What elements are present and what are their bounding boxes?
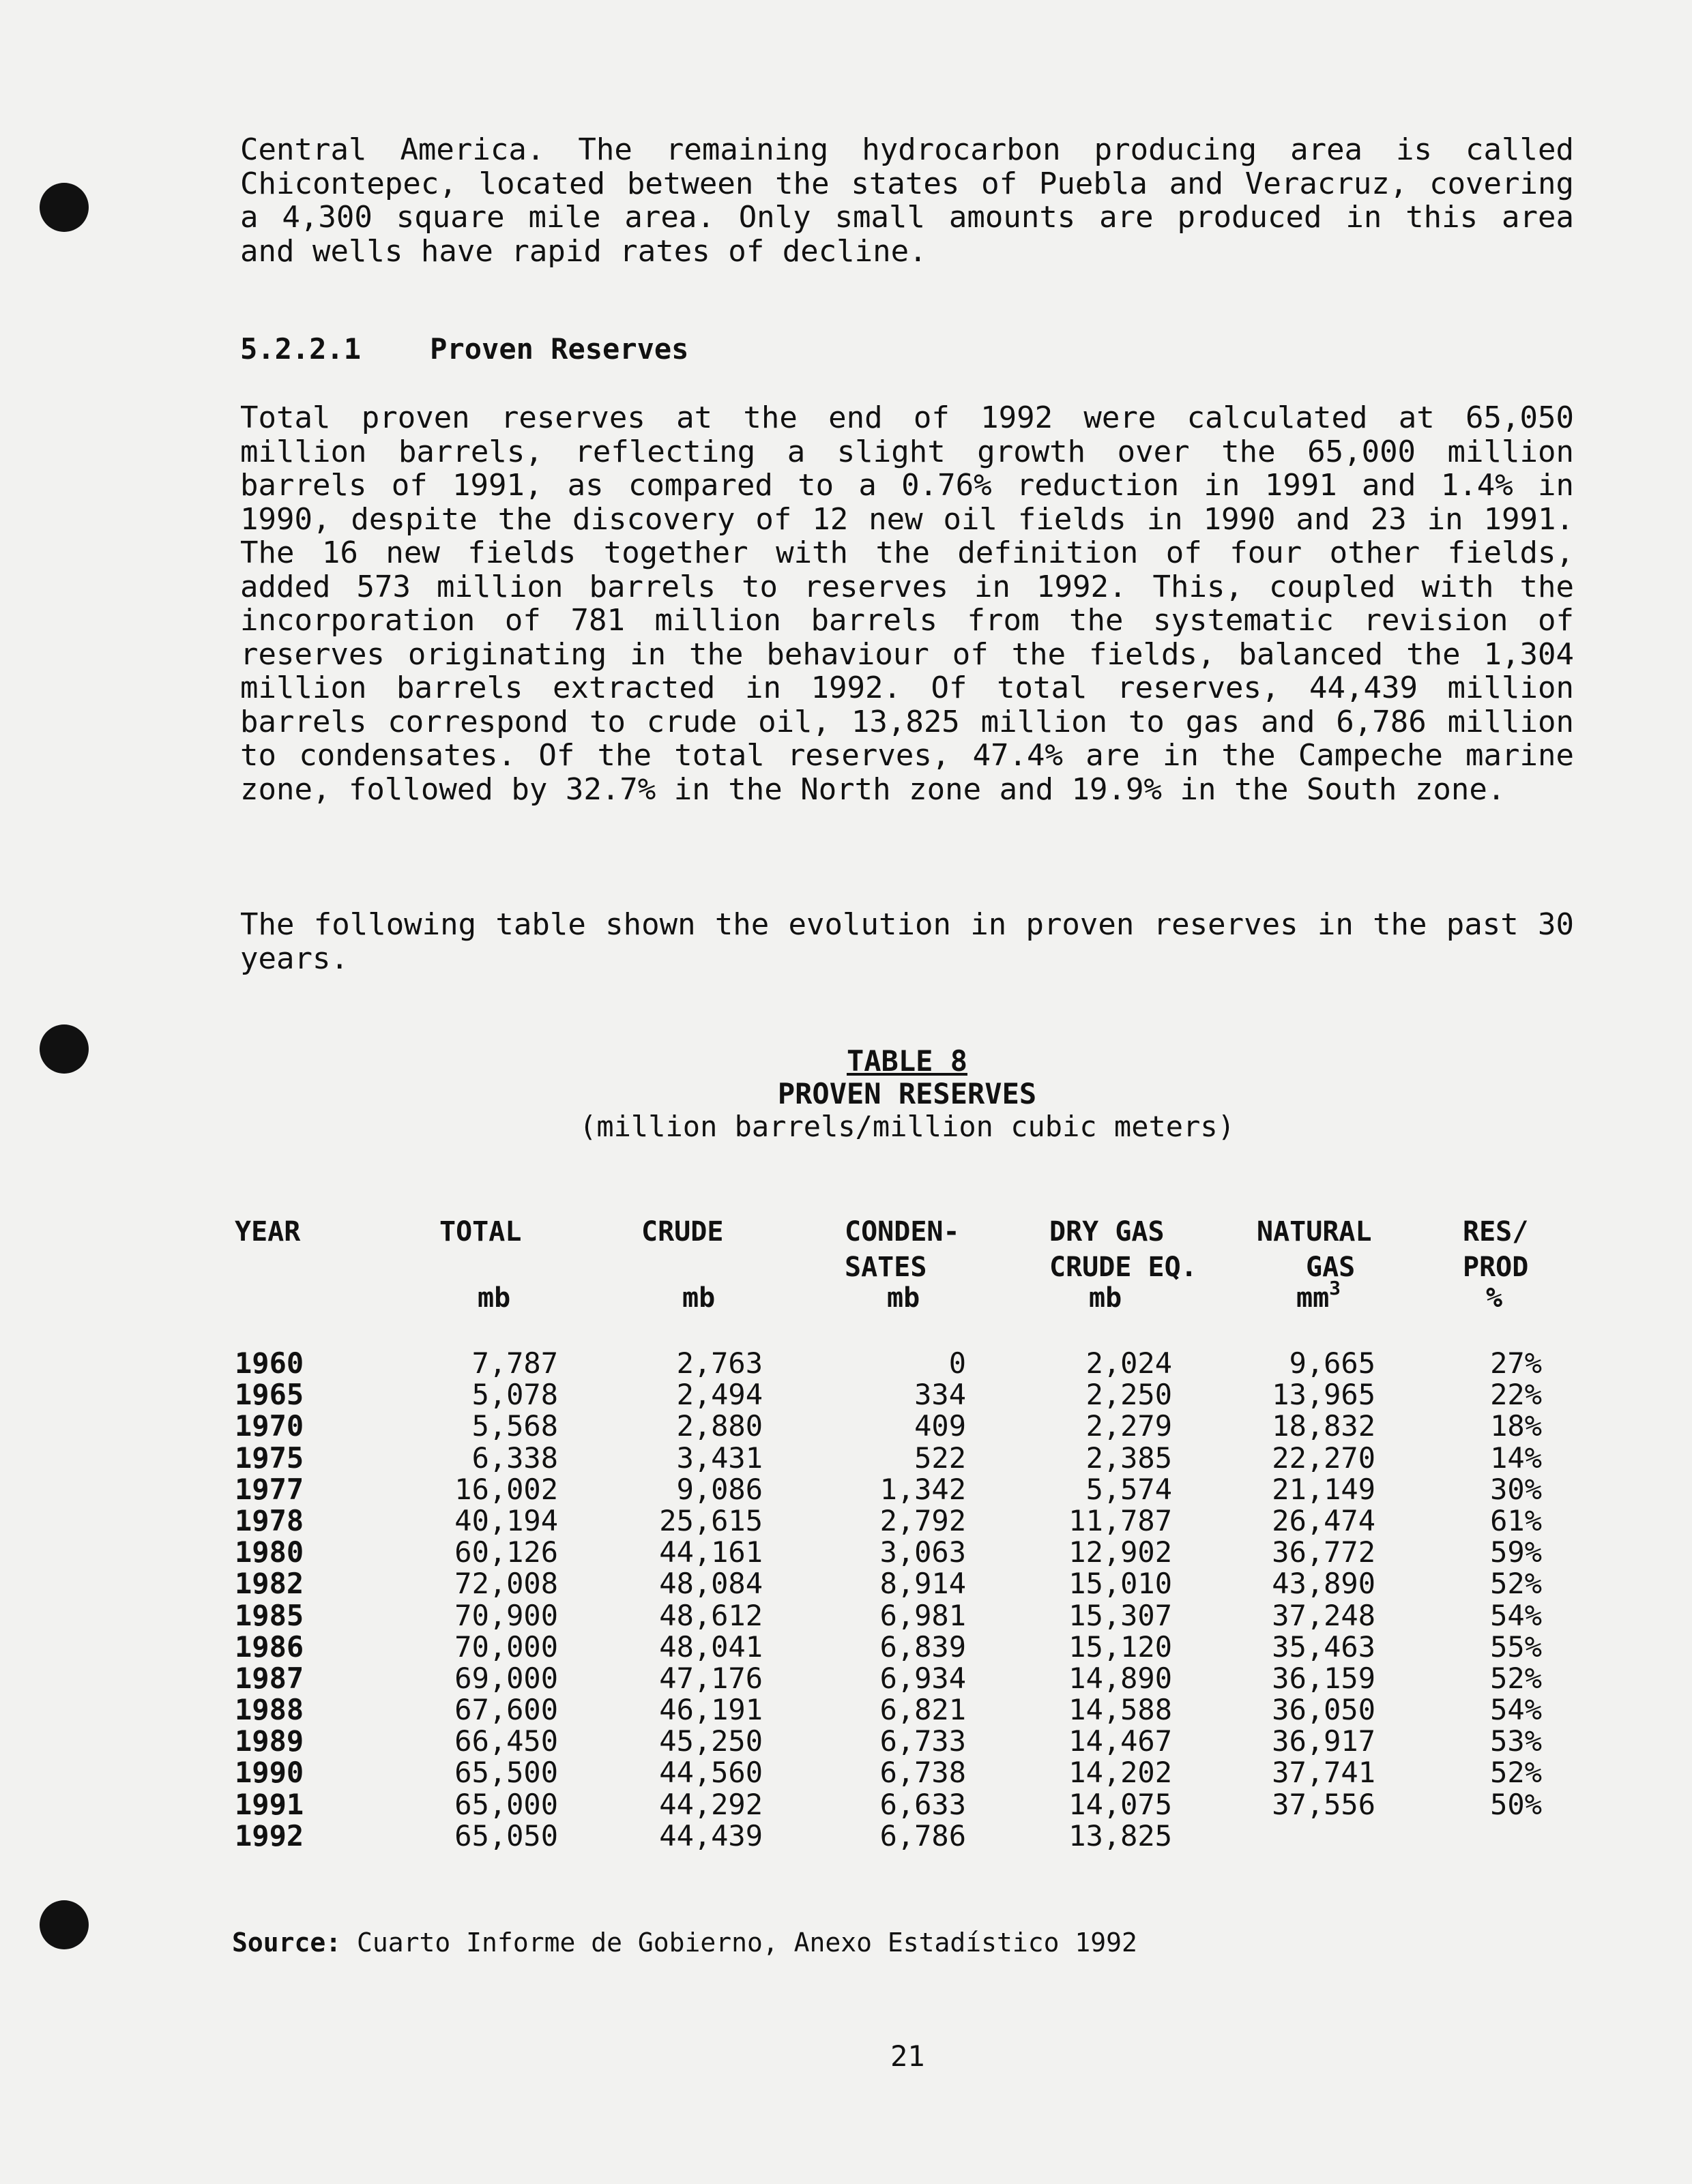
cell-year: 1988	[235, 1693, 304, 1727]
cell-dry-gas: 12,902	[1068, 1535, 1172, 1569]
cell-crude: 45,250	[659, 1724, 763, 1758]
source-note: Source: Cuarto Informe de Gobierno, Anexo Estadístico 1992	[232, 1928, 1137, 1958]
cell-condensates: 6,738	[879, 1756, 966, 1790]
cell-year: 1992	[235, 1818, 304, 1853]
cell-year: 1960	[235, 1346, 304, 1380]
cell-res-prod: 18%	[1490, 1409, 1542, 1443]
column-header-condensates: CONDEN- SATES	[845, 1216, 960, 1283]
cell-year: 1991	[235, 1787, 304, 1821]
cell-dry-gas: 14,588	[1068, 1693, 1172, 1727]
table-row	[235, 1535, 1542, 1569]
binder-hole-middle	[40, 1024, 89, 1074]
table-row	[235, 1598, 1542, 1632]
cell-dry-gas: 5,574	[1085, 1472, 1172, 1506]
cell-natural-gas: 26,474	[1272, 1503, 1375, 1537]
cell-dry-gas: 15,120	[1068, 1629, 1172, 1664]
cell-condensates: 6,839	[879, 1629, 966, 1664]
cell-res-prod: 50%	[1490, 1787, 1542, 1821]
cell-year: 1987	[235, 1661, 304, 1695]
unit-natural-gas: $mm^3$	[1296, 1277, 1341, 1314]
table-row	[235, 1787, 1542, 1821]
cell-total: 72,008	[454, 1567, 558, 1601]
column-header-natural-gas: NATURAL GAS	[1257, 1216, 1372, 1283]
table-row	[235, 1756, 1542, 1790]
cell-natural-gas: 37,741	[1272, 1756, 1375, 1790]
cell-condensates: 409	[914, 1409, 966, 1443]
cell-condensates: 3,063	[879, 1535, 966, 1569]
binder-hole-top	[40, 183, 89, 232]
cell-condensates: 6,934	[879, 1661, 966, 1695]
cell-dry-gas: 15,010	[1068, 1567, 1172, 1601]
table-row	[235, 1820, 1531, 1852]
cell-year: 1990	[235, 1756, 304, 1790]
table-row	[235, 1472, 1542, 1506]
cell-total: 70,000	[454, 1629, 558, 1664]
following-paragraph: The following table shown the evolution in proven reserves in the past 30 years.	[240, 907, 1574, 976]
cell-crude: 44,161	[659, 1535, 763, 1569]
cell-year: 1970	[235, 1409, 304, 1443]
cell-crude: 3,431	[676, 1441, 763, 1475]
cell-total: 65,050	[454, 1818, 558, 1853]
intro-paragraph: Central America. The remaining hydrocarbon producing area is called Chicontepec, located between the states of Puebla and Veracruz, covering a 4,300 square mile area. Only small amounts are produced in this area and wells have rapid rates of decline.	[240, 132, 1574, 269]
cell-crude: 48,041	[659, 1629, 763, 1664]
reserves-paragraph: Total proven reserves at the end of 1992 were calculated at 65,050 million barrels, reflecting a slight growth over the 65,000 million barrels of 1991, as compared to a 0.76% reduction in 1991 and 1.4% in 1990, despite the discovery of 12 new oil fields in 1990 and 23 in 1991. The 16 new fields together with the definition of four other fields, added 573 million barrels to reserves in 1992. This, coupled with the incorporation of 781 million barrels from the systematic revision of reserves originating in the behaviour of the fields, balanced the 1,304 million barrels extracted in 1992. Of total reserves, 44,439 million barrels correspond to crude oil, 13,825 million to gas and 6,786 million to condensates. Of the total reserves, 47.4% are in the Campeche marine zone, followed by 32.7% in the North zone and 19.9% in the South zone.	[240, 400, 1574, 807]
column-header-dry-gas: DRY GAS CRUDE EQ.	[1049, 1216, 1197, 1283]
cell-total: 16,002	[454, 1472, 558, 1506]
cell-dry-gas: 14,890	[1068, 1661, 1172, 1695]
cell-res-prod: 52%	[1490, 1756, 1542, 1790]
cell-year: 1980	[235, 1535, 304, 1569]
unit-res-prod: %	[1486, 1282, 1503, 1314]
cell-total: 65,000	[454, 1787, 558, 1821]
cell-condensates: 6,733	[879, 1724, 966, 1758]
cell-condensates: 6,633	[879, 1787, 966, 1821]
section-number: 5.2.2.1	[240, 332, 362, 366]
cell-natural-gas: 36,159	[1272, 1661, 1375, 1695]
cell-res-prod: 27%	[1490, 1346, 1542, 1380]
table-row	[235, 1441, 1542, 1475]
cell-crude: 2,763	[676, 1346, 763, 1380]
cell-condensates: 6,786	[879, 1818, 966, 1853]
cell-year: 1965	[235, 1378, 304, 1412]
table-row	[235, 1661, 1542, 1695]
cell-condensates: 0	[948, 1346, 966, 1380]
cell-condensates: 8,914	[879, 1567, 966, 1601]
table-subtitle: (million barrels/million cubic meters)	[579, 1110, 1235, 1143]
cell-natural-gas: 22,270	[1272, 1441, 1375, 1475]
cell-year: 1977	[235, 1472, 304, 1506]
cell-dry-gas: 2,279	[1085, 1409, 1172, 1443]
table-row	[235, 1693, 1542, 1727]
table-label: TABLE 8	[846, 1044, 967, 1078]
cell-dry-gas: 11,787	[1068, 1503, 1172, 1537]
cell-crude: 44,560	[659, 1756, 763, 1790]
cell-total: 6,338	[471, 1441, 558, 1475]
cell-crude: 9,086	[676, 1472, 763, 1506]
cell-total: 66,450	[454, 1724, 558, 1758]
cell-res-prod: 14%	[1490, 1441, 1542, 1475]
cell-dry-gas: 13,825	[1068, 1818, 1172, 1853]
cell-natural-gas: 13,965	[1272, 1378, 1375, 1412]
cell-res-prod: 30%	[1490, 1472, 1542, 1506]
binder-hole-bottom	[40, 1900, 89, 1949]
table-title: PROVEN RESERVES	[777, 1077, 1037, 1110]
cell-condensates: 6,821	[879, 1693, 966, 1727]
cell-crude: 47,176	[659, 1661, 763, 1695]
cell-condensates: 6,981	[879, 1598, 966, 1632]
cell-res-prod: 59%	[1490, 1535, 1542, 1569]
cell-res-prod: 54%	[1490, 1693, 1542, 1727]
cell-natural-gas: 36,772	[1272, 1535, 1375, 1569]
cell-res-prod: 52%	[1490, 1661, 1542, 1695]
cell-dry-gas: 15,307	[1068, 1598, 1172, 1632]
cell-crude: 44,439	[659, 1818, 763, 1853]
table-row	[235, 1629, 1542, 1664]
section-title: Proven Reserves	[430, 332, 689, 366]
cell-condensates: 334	[914, 1378, 966, 1412]
table-row	[235, 1409, 1542, 1443]
cell-total: 40,194	[454, 1503, 558, 1537]
unit-condensates: mb	[887, 1282, 920, 1314]
cell-natural-gas: 43,890	[1272, 1567, 1375, 1601]
cell-year: 1989	[235, 1724, 304, 1758]
unit-total: mb	[478, 1282, 511, 1314]
cell-res-prod: 22%	[1490, 1378, 1542, 1412]
reserves-table-body	[235, 1346, 1542, 1853]
cell-crude: 2,494	[676, 1378, 763, 1412]
cell-crude: 48,084	[659, 1567, 763, 1601]
table-row	[235, 1724, 1542, 1758]
column-header-total: TOTAL	[439, 1216, 522, 1248]
cell-natural-gas: 37,556	[1272, 1787, 1375, 1821]
column-header-year: YEAR	[235, 1216, 301, 1248]
page-number: 21	[890, 2039, 925, 2073]
cell-crude: 46,191	[659, 1693, 763, 1727]
cell-natural-gas: 36,917	[1272, 1724, 1375, 1758]
cell-condensates: 522	[914, 1441, 966, 1475]
cell-dry-gas: 14,202	[1068, 1756, 1172, 1790]
cell-natural-gas: 37,248	[1272, 1598, 1375, 1632]
cell-crude: 25,615	[659, 1503, 763, 1537]
cell-res-prod: 55%	[1490, 1629, 1542, 1664]
cell-natural-gas: 35,463	[1272, 1629, 1375, 1664]
unit-dry-gas: mb	[1089, 1282, 1122, 1314]
cell-res-prod: 52%	[1490, 1567, 1542, 1601]
cell-crude: 44,292	[659, 1787, 763, 1821]
cell-total: 70,900	[454, 1598, 558, 1632]
column-header-crude: CRUDE	[641, 1216, 724, 1248]
cell-total: 65,500	[454, 1756, 558, 1790]
cell-res-prod: 61%	[1490, 1503, 1542, 1537]
cell-res-prod: 54%	[1490, 1598, 1542, 1632]
cell-dry-gas: 2,385	[1085, 1441, 1172, 1475]
cell-condensates: 2,792	[879, 1503, 966, 1537]
cell-year: 1975	[235, 1441, 304, 1475]
cell-dry-gas: 2,024	[1085, 1346, 1172, 1380]
cell-natural-gas: 36,050	[1272, 1693, 1375, 1727]
cell-total: 60,126	[454, 1535, 558, 1569]
table-row	[235, 1346, 1542, 1380]
cell-year: 1985	[235, 1598, 304, 1632]
cell-dry-gas: 14,467	[1068, 1724, 1172, 1758]
cell-natural-gas: 21,149	[1272, 1472, 1375, 1506]
cell-dry-gas: 14,075	[1068, 1787, 1172, 1821]
section-heading	[240, 332, 688, 366]
cell-total: 5,078	[471, 1378, 558, 1412]
cell-total: 67,600	[454, 1693, 558, 1727]
table-row	[235, 1378, 1542, 1412]
cell-total: 5,568	[471, 1409, 558, 1443]
cell-natural-gas: 9,665	[1289, 1346, 1375, 1380]
cell-year: 1978	[235, 1503, 304, 1537]
cell-dry-gas: 2,250	[1085, 1378, 1172, 1412]
cell-natural-gas: 18,832	[1272, 1409, 1375, 1443]
cell-total: 69,000	[454, 1661, 558, 1695]
column-header-res-prod: RES/ PROD	[1463, 1216, 1529, 1283]
table-row	[235, 1567, 1542, 1601]
cell-crude: 48,612	[659, 1598, 763, 1632]
table-row	[235, 1503, 1542, 1537]
cell-crude: 2,880	[676, 1409, 763, 1443]
cell-condensates: 1,342	[879, 1472, 966, 1506]
cell-year: 1986	[235, 1629, 304, 1664]
cell-total: 7,787	[471, 1346, 558, 1380]
cell-year: 1982	[235, 1567, 304, 1601]
cell-res-prod: 53%	[1490, 1724, 1542, 1758]
unit-crude: mb	[682, 1282, 716, 1314]
